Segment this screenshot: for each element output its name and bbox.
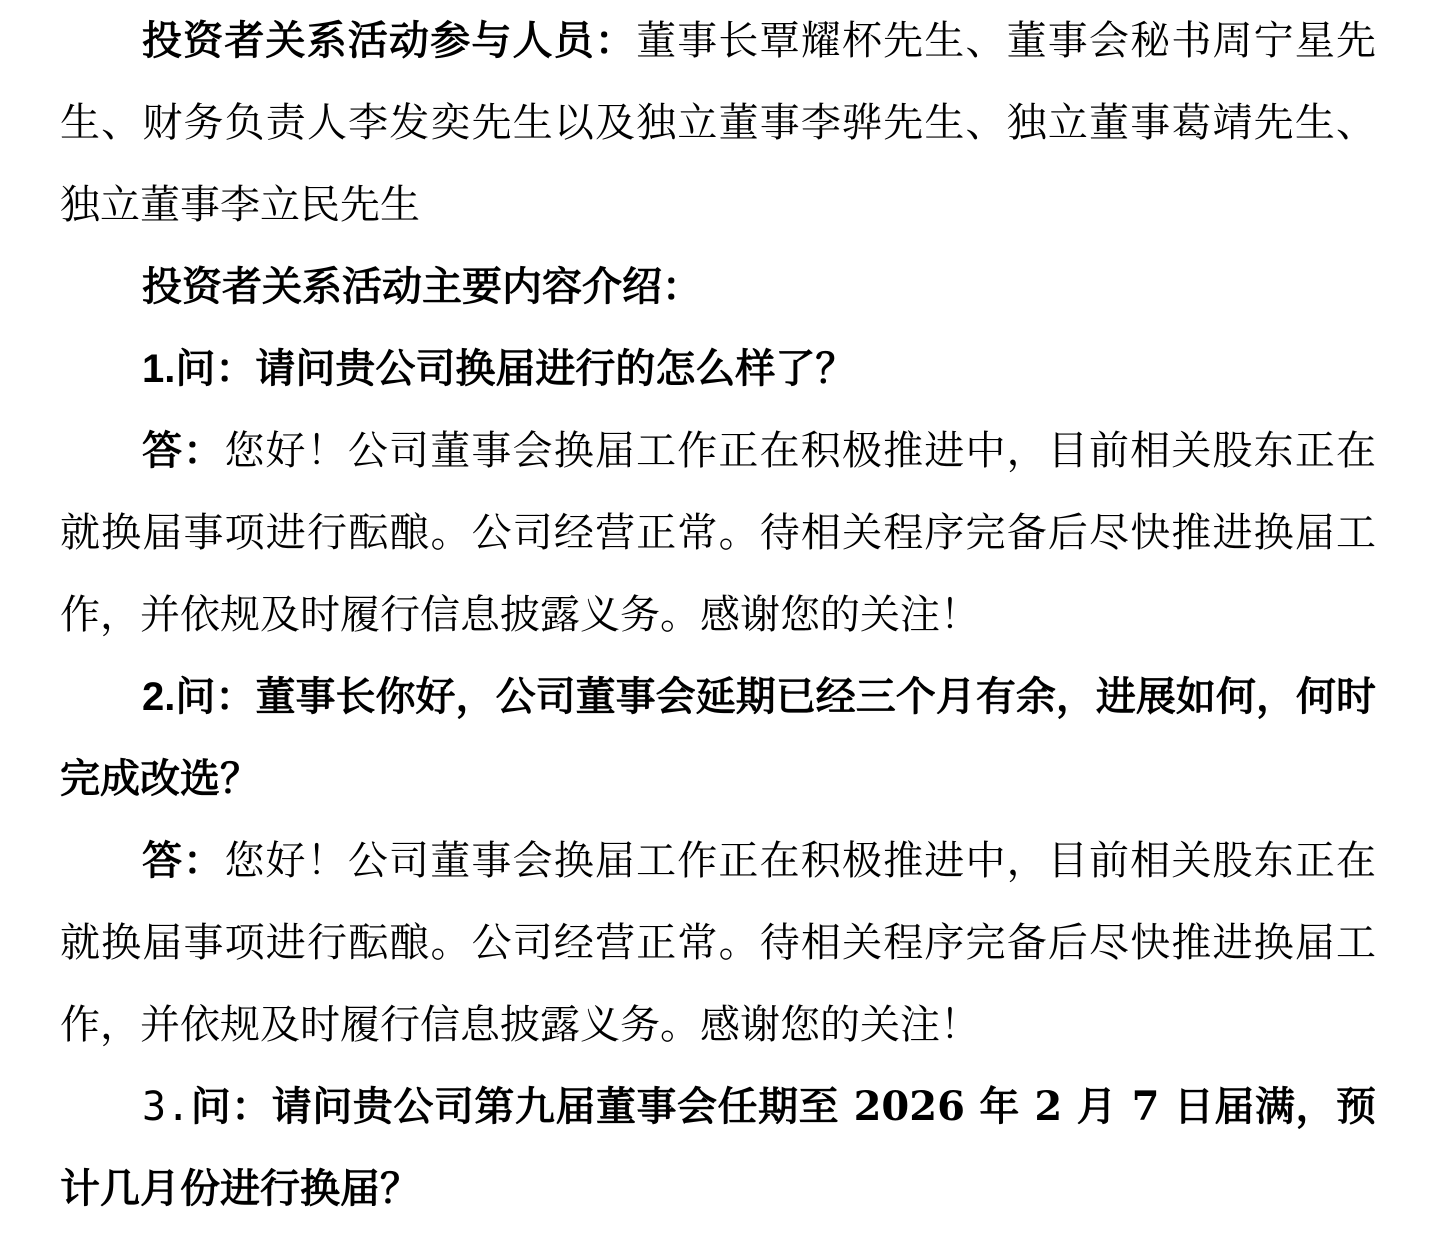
question-number: 1. xyxy=(142,347,176,391)
participants-paragraph xyxy=(60,0,1376,246)
question-label: 问： xyxy=(190,1083,272,1130)
question-number: 3. xyxy=(142,1084,191,1130)
answer-label: 答： xyxy=(142,837,225,884)
answer-2 xyxy=(60,820,1376,1066)
answer-label: 答： xyxy=(142,427,225,474)
participants-text: 董事长覃耀杯先生、董事会秘书周宁星先生、财务负责人李发奕先生以及独立董事李骅先生、独立董事葛靖先生、独立董事李立民先生 xyxy=(60,18,1377,228)
question-label: 问： xyxy=(175,345,256,392)
question-1 xyxy=(60,328,1376,410)
participants-label: 投资者关系活动参与人员： xyxy=(142,17,637,64)
question-text: 董事长你好，公司董事会延期已经三个月有余，进展如何，何时完成改选？ xyxy=(60,673,1377,802)
question-label: 问： xyxy=(175,673,256,720)
question-number: 2. xyxy=(142,675,176,719)
document-page xyxy=(60,0,1376,1230)
answer-1 xyxy=(60,410,1376,656)
question-text: 请问贵公司换届进行的怎么样了？ xyxy=(255,345,856,392)
question-2 xyxy=(60,656,1376,820)
answer-text: 您好！公司董事会换届工作正在积极推进中，目前相关股东正在就换届事项进行酝酿。公司经营正常。待相关程序完备后尽快推进换届工作，并依规及时履行信息披露义务。感谢您的关注！ xyxy=(60,838,1377,1048)
question-3 xyxy=(60,1066,1376,1230)
question-text: 请问贵公司第九届董事会任期至 2026 年 2 月 7 日届满，预计几月份进行换届？ xyxy=(60,1083,1377,1212)
intro-heading: 投资者关系活动主要内容介绍： xyxy=(142,263,702,310)
answer-text: 您好！公司董事会换届工作正在积极推进中，目前相关股东正在就换届事项进行酝酿。公司经营正常。待相关程序完备后尽快推进换届工作，并依规及时履行信息披露义务。感谢您的关注！ xyxy=(60,428,1377,638)
